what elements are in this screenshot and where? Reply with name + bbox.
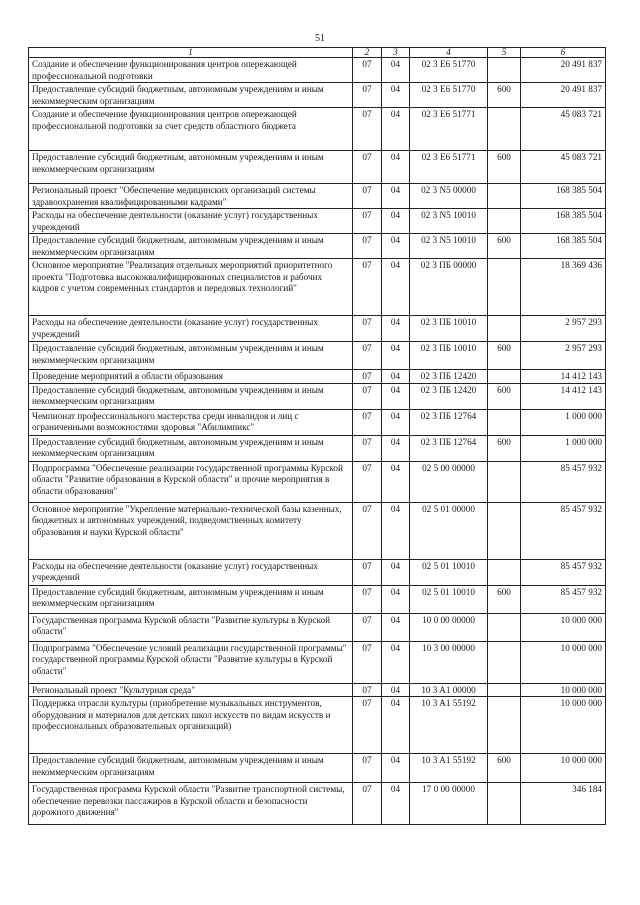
cell-expense-type (488, 409, 521, 435)
cell-subsection: 04 (382, 383, 410, 409)
table-row (29, 370, 606, 384)
cell-amount: 85 457 932 (521, 502, 606, 559)
table-row (29, 83, 606, 108)
cell-target-code: 02 3 ПБ 12764 (410, 409, 488, 435)
cell-name: Региональный проект "Обеспечение медицинских организаций системы здравоохранения квалифицированными кадрами" (29, 184, 353, 209)
cell-subsection: 04 (382, 585, 410, 613)
cell-amount: 85 457 932 (521, 585, 606, 613)
cell-section: 07 (353, 641, 382, 683)
cell-target-code: 02 3 N5 00000 (410, 184, 488, 209)
cell-section: 07 (353, 697, 382, 754)
table-row (29, 613, 606, 641)
cell-name: Чемпионат профессионального мастерства среди инвалидов и лиц с ограниченными возможностями здоровья "Абилимпикс" (29, 409, 353, 435)
cell-expense-type (488, 461, 521, 502)
cell-section: 07 (353, 184, 382, 209)
cell-subsection: 04 (382, 559, 410, 585)
cell-name: Поддержка отрасли культуры (приобретение музыкальных инструментов, оборудования и материалов для детских школ искусств по видам искусств и профессиональных образовательных организаций) (29, 697, 353, 754)
cell-section: 07 (353, 754, 382, 783)
cell-section: 07 (353, 683, 382, 697)
cell-name: Предоставление субсидий бюджетным, автономным учреждениям и иным некоммерческим организациям (29, 151, 353, 184)
cell-name: Предоставление субсидий бюджетным, автономным учреждениям и иным некоммерческим организациям (29, 383, 353, 409)
header-col-1: 1 (29, 48, 353, 58)
cell-target-code: 02 3 N5 10010 (410, 234, 488, 259)
cell-target-code: 02 5 00 00000 (410, 461, 488, 502)
cell-expense-type (488, 641, 521, 683)
cell-target-code: 10 0 00 00000 (410, 613, 488, 641)
cell-amount: 168 385 504 (521, 209, 606, 234)
cell-amount: 10 000 000 (521, 641, 606, 683)
cell-expense-type: 600 (488, 754, 521, 783)
cell-name: Предоставление субсидий бюджетным, автономным учреждениям и иным некоммерческим организациям (29, 435, 353, 461)
cell-amount: 1 000 000 (521, 409, 606, 435)
cell-subsection: 04 (382, 683, 410, 697)
cell-amount: 14 412 143 (521, 383, 606, 409)
cell-expense-type: 600 (488, 83, 521, 108)
cell-amount: 85 457 932 (521, 559, 606, 585)
cell-section: 07 (353, 409, 382, 435)
cell-name: Проведение мероприятий в области образования (29, 370, 353, 384)
cell-amount: 1 000 000 (521, 435, 606, 461)
cell-target-code: 02 3 ПБ 00000 (410, 259, 488, 316)
table-row (29, 435, 606, 461)
cell-target-code: 02 3 E6 51771 (410, 108, 488, 151)
cell-subsection: 04 (382, 370, 410, 384)
cell-subsection: 04 (382, 184, 410, 209)
cell-expense-type (488, 502, 521, 559)
cell-target-code: 02 3 E6 51770 (410, 83, 488, 108)
cell-subsection: 04 (382, 697, 410, 754)
table-row (29, 259, 606, 316)
cell-name: Расходы на обеспечение деятельности (оказание услуг) государственных учреждений (29, 559, 353, 585)
cell-subsection: 04 (382, 342, 410, 370)
cell-expense-type (488, 108, 521, 151)
cell-target-code: 10 3 A1 55192 (410, 754, 488, 783)
table-row (29, 585, 606, 613)
cell-section: 07 (353, 461, 382, 502)
table-row (29, 502, 606, 559)
cell-subsection: 04 (382, 409, 410, 435)
cell-name: Создание и обеспечение функционирования центров опережающей профессиональной подготовки (29, 58, 353, 83)
table-row (29, 108, 606, 151)
cell-section: 07 (353, 234, 382, 259)
cell-subsection: 04 (382, 151, 410, 184)
cell-target-code: 17 0 00 00000 (410, 783, 488, 825)
cell-expense-type (488, 783, 521, 825)
table-row (29, 151, 606, 184)
cell-subsection: 04 (382, 234, 410, 259)
cell-section: 07 (353, 585, 382, 613)
cell-name: Основное мероприятие "Реализация отдельных мероприятий приоритетного проекта "Подготовка высококвалифицированных специалистов и рабочих кадров с учетом современных стандартов и передовых технологий" (29, 259, 353, 316)
cell-amount: 20 491 837 (521, 58, 606, 83)
cell-subsection: 04 (382, 754, 410, 783)
cell-section: 07 (353, 783, 382, 825)
cell-expense-type (488, 259, 521, 316)
cell-expense-type (488, 184, 521, 209)
cell-target-code: 10 3 A1 00000 (410, 683, 488, 697)
cell-section: 07 (353, 613, 382, 641)
cell-expense-type: 600 (488, 585, 521, 613)
cell-section: 07 (353, 316, 382, 342)
cell-amount: 85 457 932 (521, 461, 606, 502)
cell-section: 07 (353, 383, 382, 409)
cell-target-code: 02 3 ПБ 12420 (410, 370, 488, 384)
cell-target-code: 02 5 01 10010 (410, 585, 488, 613)
table-row (29, 409, 606, 435)
cell-expense-type (488, 613, 521, 641)
cell-expense-type (488, 209, 521, 234)
table-row (29, 641, 606, 683)
table-row (29, 697, 606, 754)
cell-target-code: 02 3 N5 10010 (410, 209, 488, 234)
cell-amount: 14 412 143 (521, 370, 606, 384)
table-row (29, 754, 606, 783)
cell-amount: 346 184 (521, 783, 606, 825)
cell-target-code: 02 3 ПБ 12764 (410, 435, 488, 461)
cell-name: Предоставление субсидий бюджетным, автономным учреждениям и иным некоммерческим организациям (29, 234, 353, 259)
cell-amount: 20 491 837 (521, 83, 606, 108)
cell-target-code: 10 3 A1 55192 (410, 697, 488, 754)
cell-name: Расходы на обеспечение деятельности (оказание услуг) государственных учреждений (29, 209, 353, 234)
cell-name: Региональный проект "Культурная среда" (29, 683, 353, 697)
table-row (29, 58, 606, 83)
cell-amount: 45 083 721 (521, 108, 606, 151)
table-row (29, 209, 606, 234)
table-row (29, 461, 606, 502)
cell-section: 07 (353, 342, 382, 370)
cell-expense-type (488, 316, 521, 342)
cell-name: Подпрограмма "Обеспечение реализации государственной программы Курской области "Развитие образования в Курской области" и прочие мероприятия в области образования" (29, 461, 353, 502)
cell-expense-type: 600 (488, 151, 521, 184)
cell-expense-type (488, 683, 521, 697)
cell-section: 07 (353, 259, 382, 316)
cell-section: 07 (353, 83, 382, 108)
cell-subsection: 04 (382, 83, 410, 108)
cell-target-code: 02 5 01 10010 (410, 559, 488, 585)
cell-subsection: 04 (382, 435, 410, 461)
table-row (29, 342, 606, 370)
cell-amount: 18 369 436 (521, 259, 606, 316)
cell-amount: 168 385 504 (521, 184, 606, 209)
cell-expense-type (488, 559, 521, 585)
cell-expense-type (488, 370, 521, 384)
table-row (29, 683, 606, 697)
cell-expense-type (488, 697, 521, 754)
cell-target-code: 10 3 00 00000 (410, 641, 488, 683)
cell-amount: 10 000 000 (521, 754, 606, 783)
cell-target-code: 02 5 01 00000 (410, 502, 488, 559)
cell-amount: 2 957 293 (521, 342, 606, 370)
header-row (29, 48, 606, 58)
cell-amount: 10 000 000 (521, 613, 606, 641)
table-row (29, 184, 606, 209)
cell-subsection: 04 (382, 316, 410, 342)
cell-target-code: 02 3 ПБ 10010 (410, 342, 488, 370)
cell-name: Подпрограмма "Обеспечение условий реализации государственной программы" государственной программы Курской области "Развитие культуры в Курской области" (29, 641, 353, 683)
cell-name: Основное мероприятие "Укрепление материально-технической базы казенных, бюджетных и автономных учреждений, подведомственных комитету образования и науки Курской области" (29, 502, 353, 559)
cell-subsection: 04 (382, 58, 410, 83)
cell-expense-type: 600 (488, 234, 521, 259)
cell-name: Создание и обеспечение функционирования центров опережающей профессиональной подготовки за счет средств областного бюджета (29, 108, 353, 151)
table-row (29, 783, 606, 825)
header-col-2: 2 (353, 48, 382, 58)
cell-target-code: 02 3 ПБ 12420 (410, 383, 488, 409)
budget-table (28, 47, 606, 825)
cell-subsection: 04 (382, 259, 410, 316)
cell-section: 07 (353, 209, 382, 234)
cell-name: Предоставление субсидий бюджетным, автономным учреждениям и иным некоммерческим организациям (29, 585, 353, 613)
cell-name: Предоставление субсидий бюджетным, автономным учреждениям и иным некоммерческим организациям (29, 754, 353, 783)
header-col-5: 5 (488, 48, 521, 58)
cell-amount: 2 957 293 (521, 316, 606, 342)
cell-amount: 45 083 721 (521, 151, 606, 184)
cell-name: Государственная программа Курской области "Развитие транспортной системы, обеспечение перевозки пассажиров в Курской области и безопасности дорожного движения" (29, 783, 353, 825)
header-col-4: 4 (410, 48, 488, 58)
cell-target-code: 02 3 ПБ 10010 (410, 316, 488, 342)
header-col-3: 3 (382, 48, 410, 58)
cell-expense-type: 600 (488, 383, 521, 409)
cell-name: Предоставление субсидий бюджетным, автономным учреждениям и иным некоммерческим организациям (29, 342, 353, 370)
page-number: 51 (315, 33, 325, 44)
cell-section: 07 (353, 370, 382, 384)
cell-section: 07 (353, 151, 382, 184)
cell-expense-type (488, 58, 521, 83)
cell-subsection: 04 (382, 783, 410, 825)
cell-section: 07 (353, 58, 382, 83)
header-col-6: 6 (521, 48, 606, 58)
cell-section: 07 (353, 502, 382, 559)
cell-subsection: 04 (382, 108, 410, 151)
cell-name: Предоставление субсидий бюджетным, автономным учреждениям и иным некоммерческим организациям (29, 83, 353, 108)
cell-name: Государственная программа Курской области "Развитие культуры в Курской области" (29, 613, 353, 641)
cell-amount: 10 000 000 (521, 697, 606, 754)
cell-subsection: 04 (382, 641, 410, 683)
cell-amount: 10 000 000 (521, 683, 606, 697)
cell-expense-type: 600 (488, 435, 521, 461)
cell-section: 07 (353, 108, 382, 151)
table-row (29, 559, 606, 585)
cell-expense-type: 600 (488, 342, 521, 370)
cell-target-code: 02 3 E6 51771 (410, 151, 488, 184)
table-row (29, 383, 606, 409)
cell-subsection: 04 (382, 502, 410, 559)
cell-subsection: 04 (382, 209, 410, 234)
cell-name: Расходы на обеспечение деятельности (оказание услуг) государственных учреждений (29, 316, 353, 342)
cell-section: 07 (353, 559, 382, 585)
cell-target-code: 02 3 E6 51770 (410, 58, 488, 83)
cell-subsection: 04 (382, 461, 410, 502)
table-row (29, 316, 606, 342)
cell-section: 07 (353, 435, 382, 461)
cell-amount: 168 385 504 (521, 234, 606, 259)
cell-subsection: 04 (382, 613, 410, 641)
table-row (29, 234, 606, 259)
